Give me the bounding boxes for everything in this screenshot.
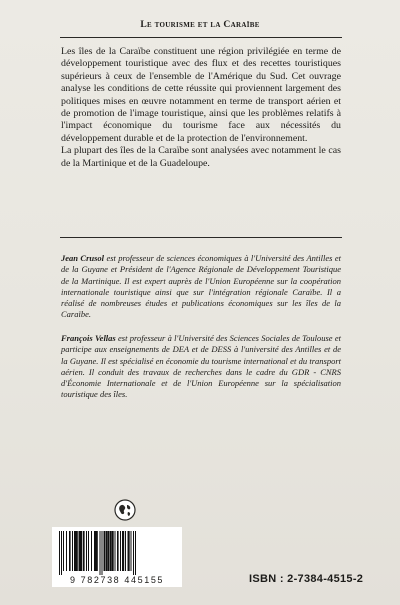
barcode-bar	[125, 531, 126, 571]
bottom-divider	[60, 237, 342, 238]
barcode-bar	[83, 531, 85, 571]
barcode	[52, 527, 182, 587]
barcode-bar	[122, 531, 124, 571]
barcode-bar	[128, 531, 130, 571]
globe-logo-icon	[114, 499, 136, 521]
barcode-bar	[108, 531, 110, 571]
barcode-bar	[66, 531, 67, 571]
barcode-bar	[94, 531, 96, 571]
author-name-2: François Vellas	[61, 333, 116, 343]
author-name-1: Jean Crusol	[61, 253, 105, 263]
author-bio-1	[61, 253, 341, 321]
summary-paragraph-1: Les îles de la Caraïbe constituent une région privilégiée en terme de développement touristique avec des flux et des recettes touristiques supérieurs à ceux de l'ensemble de l'Amérique du Sud. Cet ouvrage analyse les conditions de cette réussite qui proviennent largement des politiques mises en œuvre notamment en terme de transport aérien et de promotion de l'image touristique, ainsi que les problèmes relatifs à l'impact économique du tourisme face aux nécessités du développement durable et de la protection de l'environnement.	[61, 46, 341, 144]
barcode-bar	[74, 531, 76, 571]
barcode-bar	[100, 531, 101, 575]
barcode-bar	[72, 531, 73, 571]
barcode-bar	[69, 531, 71, 571]
barcode-bars	[58, 531, 176, 575]
barcode-digits: 9 782738 445155	[69, 575, 165, 585]
barcode-bar	[88, 531, 89, 571]
barcode-bar	[117, 531, 119, 571]
barcode-bar	[120, 531, 121, 571]
barcode-bar	[102, 531, 103, 575]
book-summary	[61, 46, 341, 170]
author-bio-text-1: est professeur de sciences économiques à l'Université des Antilles et de la Guyane et Président de l'Agence Régionale de Développement Touristique de la Martinique. Il est expert auprès de l'Union Européenne sur la coopération internationale touristique ainsi que sur l'intégration régionale Caraïbe. Il a réalisé de nombreuses études et publications économiques sur les îles de la Caraïbe.	[61, 253, 342, 320]
barcode-bar	[133, 531, 134, 575]
barcode-bar	[63, 531, 64, 571]
barcode-bar	[79, 531, 81, 571]
top-divider	[60, 37, 342, 38]
book-title: Le tourisme et la Caraïbe	[140, 19, 260, 30]
barcode-bar	[81, 531, 83, 571]
barcode-bar	[91, 531, 92, 571]
barcode-bar	[61, 531, 62, 575]
summary-paragraph-2: La plupart des îles de la Caraïbe sont analysées avec notamment le cas de la Martinique et de la Guadeloupe.	[61, 145, 341, 169]
author-bio-2	[61, 333, 341, 401]
barcode-bar	[115, 531, 116, 571]
barcode-bar	[110, 531, 112, 571]
barcode-bar	[131, 531, 132, 571]
barcode-bar	[59, 531, 60, 575]
author-bio-text-2: est professeur à l'Université des Sciences Sociales de Toulouse et participe aux enseignements de DEA et de DESS à l'université des Antilles et de la Guyane. Il est spécialisé en économie du tourisme international et du transport aérien. Il conduit des travaux de recherches dans le cadre du GDR - CNRS d'Économie Internationale et de l'Union Européenne sur la spécialisation touristique des îles.	[61, 333, 341, 400]
barcode-bar	[135, 531, 136, 575]
barcode-bar	[96, 531, 98, 571]
barcode-bar	[76, 531, 78, 571]
barcode-bar	[86, 531, 87, 571]
barcode-bar	[106, 531, 108, 571]
barcode-bar	[112, 531, 114, 571]
isbn-label: ISBN : 2-7384-4515-2	[249, 573, 364, 585]
barcode-bar	[104, 531, 106, 571]
